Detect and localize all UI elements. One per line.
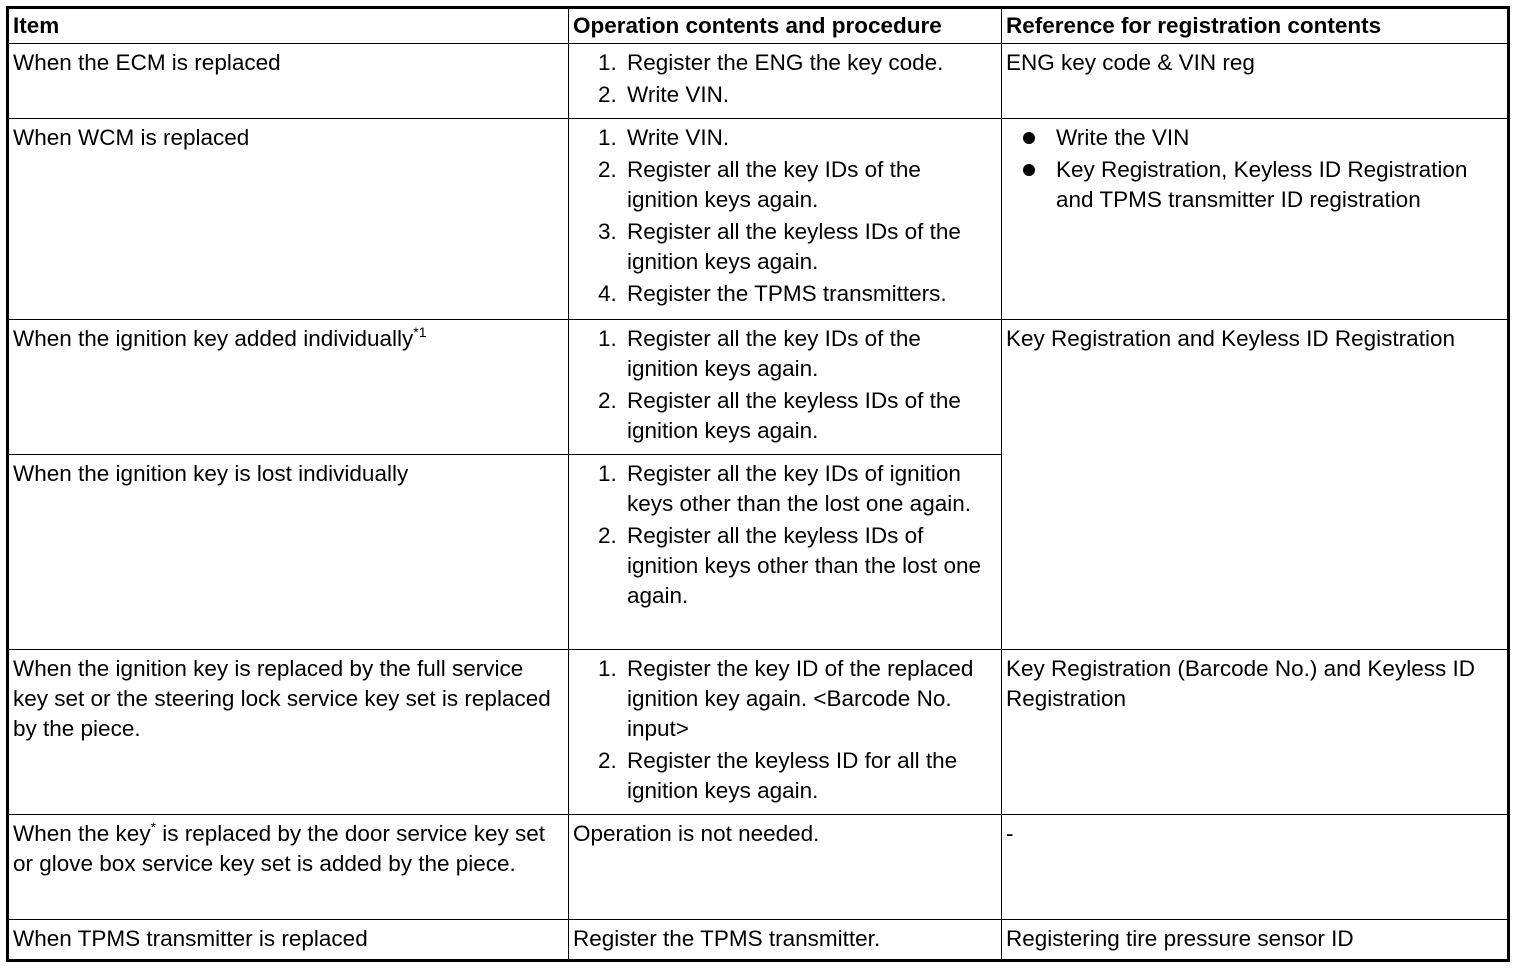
bullet-dot-icon bbox=[1023, 132, 1035, 144]
procedure-step: 2. Register the keyless ID for all the ignition keys again. bbox=[623, 746, 996, 806]
table-row bbox=[8, 119, 1509, 320]
procedure-list bbox=[573, 48, 996, 110]
item-cell: When the ignition key is replaced by the full service key set or the steering lock service key set is replaced by the piece. bbox=[8, 650, 569, 815]
bullet-dot-icon bbox=[1023, 164, 1035, 176]
item-text: is replaced by the door service key set or glove box service key set is added by the piece. bbox=[13, 821, 545, 876]
procedure-step: 1. Register all the key IDs of ignition keys other than the lost one again. bbox=[623, 459, 996, 519]
procedure-step: 1. Register the key ID of the replaced ignition key again. <Barcode No. input> bbox=[623, 654, 996, 744]
header-row bbox=[8, 8, 1509, 44]
procedure-step: 2. Write VIN. bbox=[623, 80, 996, 110]
key-registration-table bbox=[6, 6, 1510, 962]
footnote-marker: * bbox=[150, 819, 157, 835]
reference-cell: ENG key code & VIN reg bbox=[1002, 44, 1509, 119]
procedure-list bbox=[573, 123, 996, 309]
operation-cell bbox=[569, 455, 1002, 650]
operation-cell bbox=[569, 320, 1002, 455]
procedure-list bbox=[573, 459, 996, 611]
procedure-step: 2. Register all the keyless IDs of ignition keys other than the lost one again. bbox=[623, 521, 996, 611]
reference-cell: Key Registration (Barcode No.) and Keyless ID Registration bbox=[1002, 650, 1509, 815]
item-cell: When WCM is replaced bbox=[8, 119, 569, 320]
item-cell bbox=[8, 320, 569, 455]
footnote-marker: *1 bbox=[413, 324, 427, 340]
table-row bbox=[8, 44, 1509, 119]
reference-bullet-item bbox=[1056, 123, 1502, 153]
operation-cell: Operation is not needed. bbox=[569, 815, 1002, 920]
item-text: When the ignition key added individually bbox=[13, 326, 414, 351]
procedure-step: 2. Register all the keyless IDs of the ignition keys again. bbox=[623, 386, 996, 446]
reference-bullet-text: Write the VIN bbox=[1056, 125, 1190, 150]
reference-cell bbox=[1002, 119, 1509, 320]
procedure-step: 1. Register all the key IDs of the ignition keys again. bbox=[623, 324, 996, 384]
procedure-step: 2. Register all the key IDs of the ignition keys again. bbox=[623, 155, 996, 215]
reference-cell: Registering tire pressure sensor ID bbox=[1002, 920, 1509, 961]
item-cell: When the ECM is replaced bbox=[8, 44, 569, 119]
procedure-list bbox=[573, 654, 996, 806]
procedure-step: 1. Register the ENG the key code. bbox=[623, 48, 996, 78]
header-reference: Reference for registration contents bbox=[1002, 8, 1509, 44]
table-row bbox=[8, 320, 1509, 455]
operation-cell bbox=[569, 44, 1002, 119]
procedure-step: 3. Register all the keyless IDs of the ignition keys again. bbox=[623, 217, 996, 277]
reference-bullet-text: Key Registration, Keyless ID Registration and TPMS transmitter ID registration bbox=[1056, 157, 1468, 212]
item-cell bbox=[8, 815, 569, 920]
reference-bullet-list bbox=[1006, 123, 1502, 215]
header-item: Item bbox=[8, 8, 569, 44]
procedure-step: 1. Write VIN. bbox=[623, 123, 996, 153]
table-row bbox=[8, 815, 1509, 920]
operation-cell bbox=[569, 650, 1002, 815]
item-text: When the key bbox=[13, 821, 151, 846]
operation-cell bbox=[569, 119, 1002, 320]
reference-cell: - bbox=[1002, 815, 1509, 920]
procedure-list bbox=[573, 324, 996, 446]
header-operation: Operation contents and procedure bbox=[569, 8, 1002, 44]
table-row bbox=[8, 650, 1509, 815]
operation-cell: Register the TPMS transmitter. bbox=[569, 920, 1002, 961]
reference-bullet-item bbox=[1056, 155, 1502, 215]
item-cell: When TPMS transmitter is replaced bbox=[8, 920, 569, 961]
reference-cell: Key Registration and Keyless ID Registration bbox=[1002, 320, 1509, 650]
table-row bbox=[8, 920, 1509, 961]
item-cell: When the ignition key is lost individually bbox=[8, 455, 569, 650]
procedure-step: 4. Register the TPMS transmitters. bbox=[623, 279, 996, 309]
